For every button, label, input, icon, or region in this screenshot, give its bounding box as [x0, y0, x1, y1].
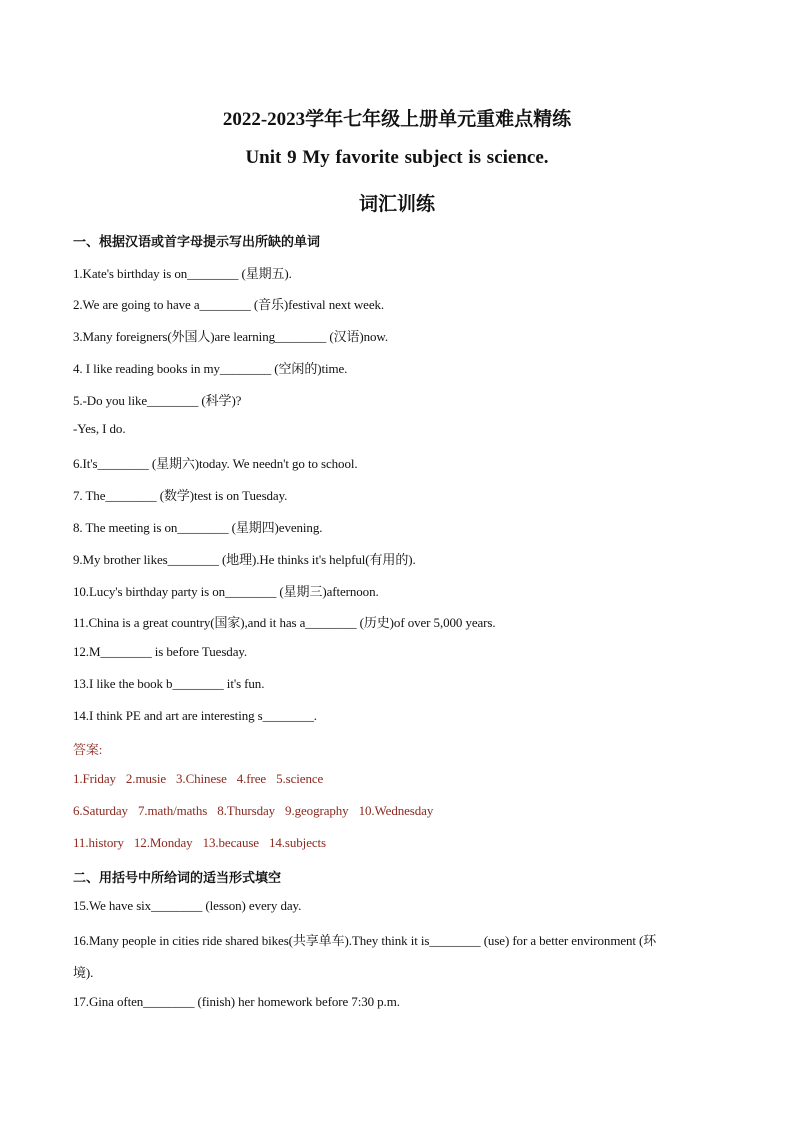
answer-item: 4.free: [236, 771, 267, 786]
answer-item: 11.history: [73, 835, 124, 850]
answer-row-1: [73, 771, 333, 787]
section2-heading: 二、用括号中所给词的适当形式填空: [73, 871, 282, 886]
question-5: 5.-Do you like________ (科学)?: [73, 393, 242, 408]
answer-label: 答案:: [73, 742, 103, 757]
question-1: 1.Kate's birthday is on________ (星期五).: [73, 266, 292, 281]
answer-item: 5.science: [276, 771, 324, 786]
answer-item: 9.geography: [285, 803, 349, 818]
question-7: 7. The________ (数学)test is on Tuesday.: [73, 488, 288, 503]
question-6: 6.It's________ (星期六)today. We needn't go to school.: [73, 456, 358, 471]
question-13: 13.I like the book b________ it's fun.: [73, 676, 265, 691]
question-14: 14.I think PE and art are interesting s________.: [73, 708, 317, 723]
answer-item: 10.Wednesday: [358, 803, 434, 818]
answer-item: 3.Chinese: [176, 771, 227, 786]
answer-item: 8.Thursday: [217, 803, 276, 818]
answer-item: 1.Friday: [73, 771, 116, 786]
answer-row-3: [73, 835, 336, 851]
answer-item: 13.because: [202, 835, 259, 850]
question-16: 16.Many people in cities ride shared bikes(共享单车).They think it is________ (use) for a better environment (环: [73, 933, 657, 948]
section-title: 词汇训练: [358, 194, 435, 215]
question-17: 17.Gina often________ (finish) her homework before 7:30 p.m.: [73, 994, 400, 1009]
section1-heading: 一、根据汉语或首字母提示写出所缺的单词: [73, 235, 321, 250]
question-16-continued: 境).: [73, 965, 94, 980]
answer-row-2: [73, 803, 443, 819]
question-15: 15.We have six________ (lesson) every day.: [73, 898, 302, 913]
question-10: 10.Lucy's birthday party is on________ (星期三)afternoon.: [73, 584, 379, 599]
unit-title: Unit 9 My favorite subject is science.: [245, 147, 549, 168]
question-2: 2.We are going to have a________ (音乐)festival next week.: [73, 297, 385, 312]
question-11: 11.China is a great country(国家),and it has a________ (历史)of over 5,000 years.: [73, 615, 496, 630]
answer-item: 7.math/maths: [137, 803, 208, 818]
question-4: 4. I like reading books in my________ (空闲的)time.: [73, 361, 348, 376]
answer-item: 6.Saturday: [73, 803, 128, 818]
document-title: 2022-2023学年七年级上册单元重难点精练: [222, 109, 572, 130]
question-3: 3.Many foreigners(外国人)are learning________ (汉语)now.: [73, 329, 389, 344]
answer-item: 14.subjects: [268, 835, 327, 850]
question-9: 9.My brother likes________ (地理).He thinks it's helpful(有用的).: [73, 552, 416, 567]
answer-item: 2.musie: [125, 771, 167, 786]
answer-item: 12.Monday: [133, 835, 193, 850]
question-8: 8. The meeting is on________ (星期四)evening.: [73, 520, 323, 535]
question-5-reply: -Yes, I do.: [73, 421, 126, 436]
question-12: 12.M________ is before Tuesday.: [73, 644, 248, 659]
